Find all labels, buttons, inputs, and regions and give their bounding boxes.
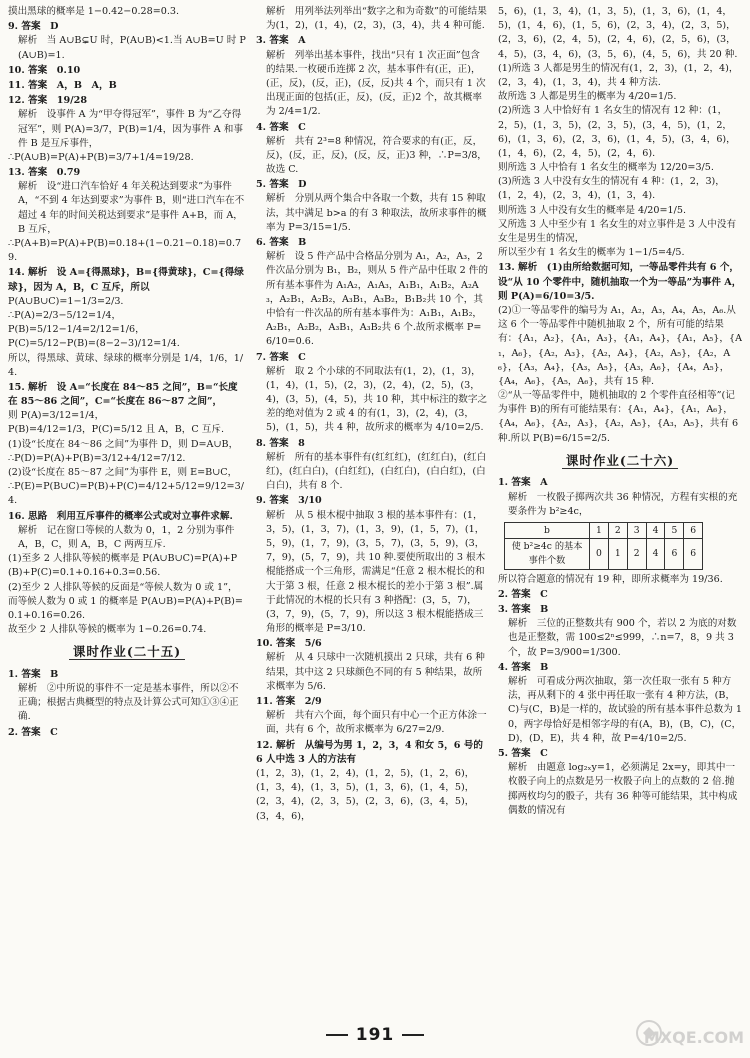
answer-line: 14. 解析 设 A={得黑球}，B={得黄球}，C={得绿球}，因为 A，B，C 互斥，所以 <box>8 267 244 293</box>
analysis-paragraph: 解析 当 A∪B⊊U 时，P(A∪B)<1.当 A∪B=U 时 P(A∪B)=1. <box>18 35 246 61</box>
answer-line: 3. 答案 B <box>498 604 549 616</box>
table-cell: b <box>505 522 590 539</box>
analysis-paragraph: 解析 从 5 根木棍中抽取 3 根的基本事件有：(1，3，5)，(1，3，7)，(1，3，9)，(1，5，7)，(1，5，9)，(1，7，9)，(3，5，7)，(3，5，9)，(3，7，9)，(5，7，9)，共 10 种.要使所取出的 3 根木棍能搭成一个三角形，需满足“任意 2 根木棍长的和大于第 3 根，任意 2 根木棍长的差小于第 3 根”.属于此情况的木棍的长只有 3 种搭配：(3，5，7)，(3，7，9)，(5，7，9)，所以这 3 根木棍能搭成三角形的概率是 P=3/10. <box>266 509 486 635</box>
answer-line: 16. 思路 利用互斥事件的概率公式或对立事件求解. <box>8 510 233 522</box>
answer-line: 8. 答案 8 <box>256 437 305 449</box>
analysis-paragraph: 解析 记在窗口等候的人数为 0，1，2 分别为事件 A，B，C，则 A，B，C 两两互斥. <box>18 524 235 550</box>
text-line: 则所选 3 人中没有女生的概率是 4/20=1/5. <box>498 204 687 216</box>
table-row <box>505 522 703 539</box>
answer-column-right <box>498 5 742 1018</box>
answer-line: 4. 答案 B <box>498 661 549 673</box>
table-cell: 0 <box>590 539 609 569</box>
answer-line: 5. 答案 D <box>256 179 307 191</box>
answer-line: 10. 答案 0.10 <box>8 64 81 76</box>
text-line: (3)所选 3 人中没有女生的情况有 4 种：(1，2，3)，(1，2，4)，(2，3，4)，(1，3，4). <box>498 176 725 202</box>
answer-line: 11. 答案 2/9 <box>256 696 322 707</box>
analysis-paragraph: 解析 可看成分两次抽取，第一次任取一张有 5 种方法，再从剩下的 4 张中再任取一张有 4 种方法，(B，C)与(C，B)是一样的，故试验的所有基本事件总数为 10，两字母恰好是相邻字母的有(A，B)，(B，C)，(C，D)，(D，E)，共 4 种，故 P=4/10=2/5. <box>508 676 742 744</box>
table-cell: 3 <box>627 522 646 539</box>
answer-line: 3. 答案 A <box>256 35 306 47</box>
answer-line: 9. 答案 D <box>8 21 59 33</box>
text-line: (2)①一等品零件的编号为 A₁，A₂，A₃，A₄，A₅，A₆.从这 6 个一等品零件中随机抽取 2 个，所有可能的结果有：{A₁，A₂}，{A₁，A₃}，{A₁，A₄}，{A₁，A₅}，{A₁，A₆}，{A₂，A₃}，{A₂，A₄}，{A₂，A₅}，{A₂，A₆}，{A₃，A₄}，{A₃，A₅}，{A₃，A₆}，{A₄，A₅}，{A₄，A₆}，{A₅，A₆}，共有 15 种. <box>498 304 742 387</box>
text-line: (1，2，3)，(1，2，4)，(1，2，5)，(1，2，6)，(1，3，4)，(1，3，5)，(1，3，6)，(1，4，5)，(2，3，4)，(2，3，5)，(2，3，6)，(3，4，5)，(3，4，6)， <box>256 767 475 822</box>
text-line: 则所选 3 人中恰有 1 名女生的概率为 12/20=3/5. <box>498 162 714 174</box>
table-cell: 6 <box>665 539 684 569</box>
table-cell: 2 <box>627 539 646 569</box>
text-line: 则 P(A)=3/12=1/4， <box>8 410 105 422</box>
text-line: (1)所选 3 人都是男生的情况有(1，2，3)，(1，2，4)，(2，3，4)，(1，3，4)，共 4 种方法. <box>498 62 739 88</box>
analysis-paragraph: 解析 从 4 只球中一次随机摸出 2 只球，共有 6 种结果，其中这 2 只球颜色不同的有 5 种结果，故所求概率为 5/6. <box>266 652 485 692</box>
table-cell: 6 <box>684 539 703 569</box>
text-line: P(B)=5/12−1/4=2/12=1/6， <box>8 324 145 336</box>
watermark-text: MXQE.COM <box>643 1028 744 1048</box>
table-cell: 6 <box>684 522 703 539</box>
answer-line: 1. 答案 B <box>8 668 59 680</box>
table-cell: 4 <box>646 539 665 569</box>
text-line: ∴P(A∪B)=P(A)+P(B)=3/7+1/4=19/28. <box>8 151 194 163</box>
answer-line: 13. 答案 0.79 <box>8 167 81 179</box>
section-heading-text: 课时作业(二十六) <box>562 453 678 469</box>
analysis-paragraph: 解析 ②中所说的事件不一定是基本事件，所以②不正确；根据古典概型的特点及计算公式可知①③④正确. <box>18 682 239 723</box>
section-heading <box>498 452 742 471</box>
text-line: 所以，得黑球、黄球、绿球的概率分别是 1/4，1/6，1/4. <box>8 352 244 378</box>
answer-line: 12. 解析 从编号为男 1，2，3，4 和女 5，6 号的 6 人中选 3 人的方法有 <box>256 739 483 765</box>
text-line: (2)至少 2 人排队等候的反面是“等候人数为 0 或 1”，而等候人数为 0 或 1 的概率是 P(A∪B)=P(A)+P(B)=0.1+0.16=0.26. <box>8 581 243 621</box>
text-line: 摸出黑球的概率是 1−0.42−0.28=0.3. <box>8 6 180 17</box>
text-line: P(A∪B∪C)=1−1/3=2/3. <box>8 295 124 307</box>
text-line: (1)至多 2 人排队等候的概率是 P(A∪B∪C)=P(A)+P(B)+P(C)=0.1+0.16+0.3=0.56. <box>8 553 238 579</box>
text-line: 故至少 2 人排队等候的概率为 1−0.26=0.74. <box>8 624 207 636</box>
table-row <box>505 539 703 569</box>
analysis-paragraph: 解析 三位的正整数共有 900 个，若以 2 为底的对数也是正整数，需 100≤2ⁿ≤999，∴n=7，8，9 共 3 个，故 P=3/900=1/300. <box>508 618 737 658</box>
text-line: (1)设“长度在 84～86 之间”为事件 D，则 D=A∪B， <box>8 438 239 450</box>
section-heading-text: 课时作业(二十五) <box>69 644 185 660</box>
analysis-paragraph: 解析 设 5 件产品中合格品分别为 A₁，A₂，A₃，2 件次品分别为 B₁，B₂，则从 5 件产品中任取 2 件的所有基本事件为 A₁A₂，A₁A₃，A₁B₁，A₁B₂，A₂A₃，A₂B₁，A₂B₂，A₃B₁，A₃B₂，B₁B₂共 10 个，其中恰有一件次品的所有基本事件为：A₁B₁，A₁B₂，A₂B₁，A₂B₂，A₃B₁，A₃B₂共 6 个.故所求概率 P=6/10=0.6. <box>266 251 488 348</box>
table-cell: 使 b²≥4c 的基本事件个数 <box>505 539 590 569</box>
text-line: ∴P(A)=2/3−5/12=1/4， <box>8 309 122 321</box>
answer-line: 15. 解析 设 A=“长度在 84～85 之间”，B=“长度在 85～86 之间”，C=“长度在 86～87 之间”， <box>8 381 238 408</box>
answer-column-middle <box>256 5 488 1018</box>
text-line: P(C)=5/12−P(B)=(8−2−3)/12=1/4. <box>8 338 180 350</box>
answer-line: 7. 答案 C <box>256 351 306 363</box>
section-heading <box>8 643 246 662</box>
page-number-dash-left <box>326 1034 348 1036</box>
analysis-paragraph: 解析 分别从两个集合中各取一个数，共有 15 种取法，其中满足 b>a 的有 3 种取法，故所求事件的概率为 P=3/15=1/5. <box>266 193 487 233</box>
text-line: 又所选 3 人中至少有 1 名女生的对立事件是 3 人中没有女生是男生的情况， <box>498 218 737 244</box>
answer-line: 13. 解析 (1)由所给数据可知，一等品零件共有 6 个，设“从 10 个零件中，随机抽取一个为一等品”为事件 A，则 P(A)=6/10=3/5. <box>498 262 742 302</box>
analysis-paragraph: 解析 用列举法列举出“数字之和为奇数”的可能结果为(1，2)，(1，4)，(2，3)，(3，4)，共 4 种可能. <box>266 6 487 32</box>
answer-line: 4. 答案 C <box>256 121 306 133</box>
analysis-paragraph: 解析 取 2 个小球的不同取法有(1，2)，(1，3)，(1，4)，(1，5)，(2，3)，(2，4)，(2，5)，(3，4)，(3，5)，(4，5)，共 10 种，其中标注的数字之差的绝对值为 2 或 4 的有(1，3)，(2，4)，(3，5)，(1，5)，共 4 种，故所求的概率为 4/10=2/5. <box>266 365 488 434</box>
text-line: 所以符合题意的情况有 19 种，即所求概率为 19/36. <box>498 573 723 585</box>
table-cell: 1 <box>608 539 627 569</box>
text-line: ②“从一等品零件中，随机抽取的 2 个零件直径相等”(记为事件 B)的所有可能结果有：{A₁，A₄}，{A₁，A₆}，{A₄，A₆}，{A₂，A₃}，{A₂，A₅}，{A₃，A₅}，共有 6 种.所以 P(B)=6/15=2/5. <box>498 390 739 444</box>
text-line: ∴P(A+B)=P(A)+P(B)=0.18+(1−0.21−0.18)=0.79. <box>8 238 242 264</box>
analysis-paragraph: 解析 所有的基本事件有(红红红)，(红红白)，(红白红)，(红白白)，(白红红)，(白红白)，(白白红)，(白白白)，共有 8 个. <box>266 451 487 492</box>
table-cell: 5 <box>665 522 684 539</box>
table-cell: 4 <box>646 522 665 539</box>
answer-line: 12. 答案 19/28 <box>8 95 88 107</box>
analysis-paragraph: 解析 共有 2³=8 种情况，符合要求的有(正，反，反)，(反，正，反)，(反，反，正)3 种，∴P=3/8，故选 C. <box>266 135 487 176</box>
answer-line: 2. 答案 C <box>498 588 548 600</box>
analysis-paragraph: 解析 一枚骰子掷两次共 36 种情况，方程有实根的充要条件为 b²≥4c， <box>508 491 738 517</box>
text-line: 故所选 3 人都是男生的概率为 4/20=1/5. <box>498 91 677 103</box>
answer-line: 1. 答案 A <box>498 477 548 489</box>
text-line: ∴P(E)=P(B∪C)=P(B)+P(C)=4/12+5/12=9/12=3/4. <box>8 481 244 507</box>
text-line: (2)设“长度在 85～87 之间”为事件 E，则 E=B∪C， <box>8 467 238 478</box>
answer-line: 5. 答案 C <box>498 747 548 759</box>
answer-line: 6. 答案 B <box>256 237 307 248</box>
analysis-paragraph: 解析 列举出基本事件，找出“只有 1 次正面”包含的结果.一枚硬币连掷 2 次，基本事件有(正，正)，(正，反)，(反，正)，(反，反)共 4 个，而只有 1 次出现正面的包括(正，反)，(反，正)2 个，故其概率为 2/4=1/2. <box>266 49 486 118</box>
text-line: ∴P(D)=P(A)+P(B)=3/12+4/12=7/12. <box>8 452 186 464</box>
table-cell: 1 <box>590 522 609 539</box>
answer-column-left <box>8 5 246 1018</box>
text-line: (2)所选 3 人中恰好有 1 名女生的情况有 12 种：(1，2，5)，(1，3，5)，(2，3，5)，(3，4，5)，(1，2，6)，(1，3，6)，(2，3，6)，(1，4，5)，(3，4，6)，(1，4，6)，(2，4，5)，(2，4，6). <box>498 105 736 159</box>
condition-count-table <box>504 522 703 570</box>
page-number-dash-right <box>402 1034 424 1036</box>
site-watermark <box>634 1002 744 1052</box>
page-number-text: 191 <box>355 1025 395 1045</box>
text-line: 所以至少有 1 名女生的概率为 1−1/5=4/5. <box>498 247 685 259</box>
analysis-paragraph: 解析 共有六个面，每个面只有中心一个正方体涂一面，共有 6 个，故所求概率为 6/27=2/9. <box>266 710 487 736</box>
analysis-paragraph: 解析 由题意 log₂ₓy=1，必须满足 2x=y，即其中一枚骰子向上的点数是另一枚骰子向上的点数的 2 倍.抛掷两枚均匀的骰子，共有 36 种等可能结果，其中构成偶数的情况有 <box>508 762 738 816</box>
text-line: 5，6)，(1，3，4)，(1，3，5)，(1，3，6)，(1，4，5)，(1，4，6)，(1，5，6)，(2，3，4)，(2，3，5)，(2，3，6)，(2，4，5)，(2，4，6)，(2，5，6)，(3，4，5)，(3，4，6)，(3，5，6)，(4，5，6)，共 20 种. <box>498 6 738 60</box>
analysis-paragraph: 解析 设“进口汽车恰好 4 年关税达到要求”为事件 A，“不到 4 年达到要求”为事件 B，则“进口汽车在不超过 4 年的时间关税达到要求”是事件 A+B，而 A，B 互斥， <box>18 181 245 235</box>
answer-line: 9. 答案 3/10 <box>256 495 322 507</box>
answer-line: 11. 答案 A，B A，B <box>8 79 117 91</box>
answer-line: 2. 答案 C <box>8 726 58 738</box>
text-line: P(B)=4/12=1/3，P(C)=5/12 且 A，B，C 互斥. <box>8 424 224 436</box>
table-cell: 2 <box>608 522 627 539</box>
answer-line: 10. 答案 5/6 <box>256 638 322 650</box>
analysis-paragraph: 解析 设事件 A 为“甲夺得冠军”，事件 B 为“乙夺得冠军”，则 P(A)=3/7，P(B)=1/4，因为事件 A 和事件 B 是互斥事件， <box>18 109 243 149</box>
